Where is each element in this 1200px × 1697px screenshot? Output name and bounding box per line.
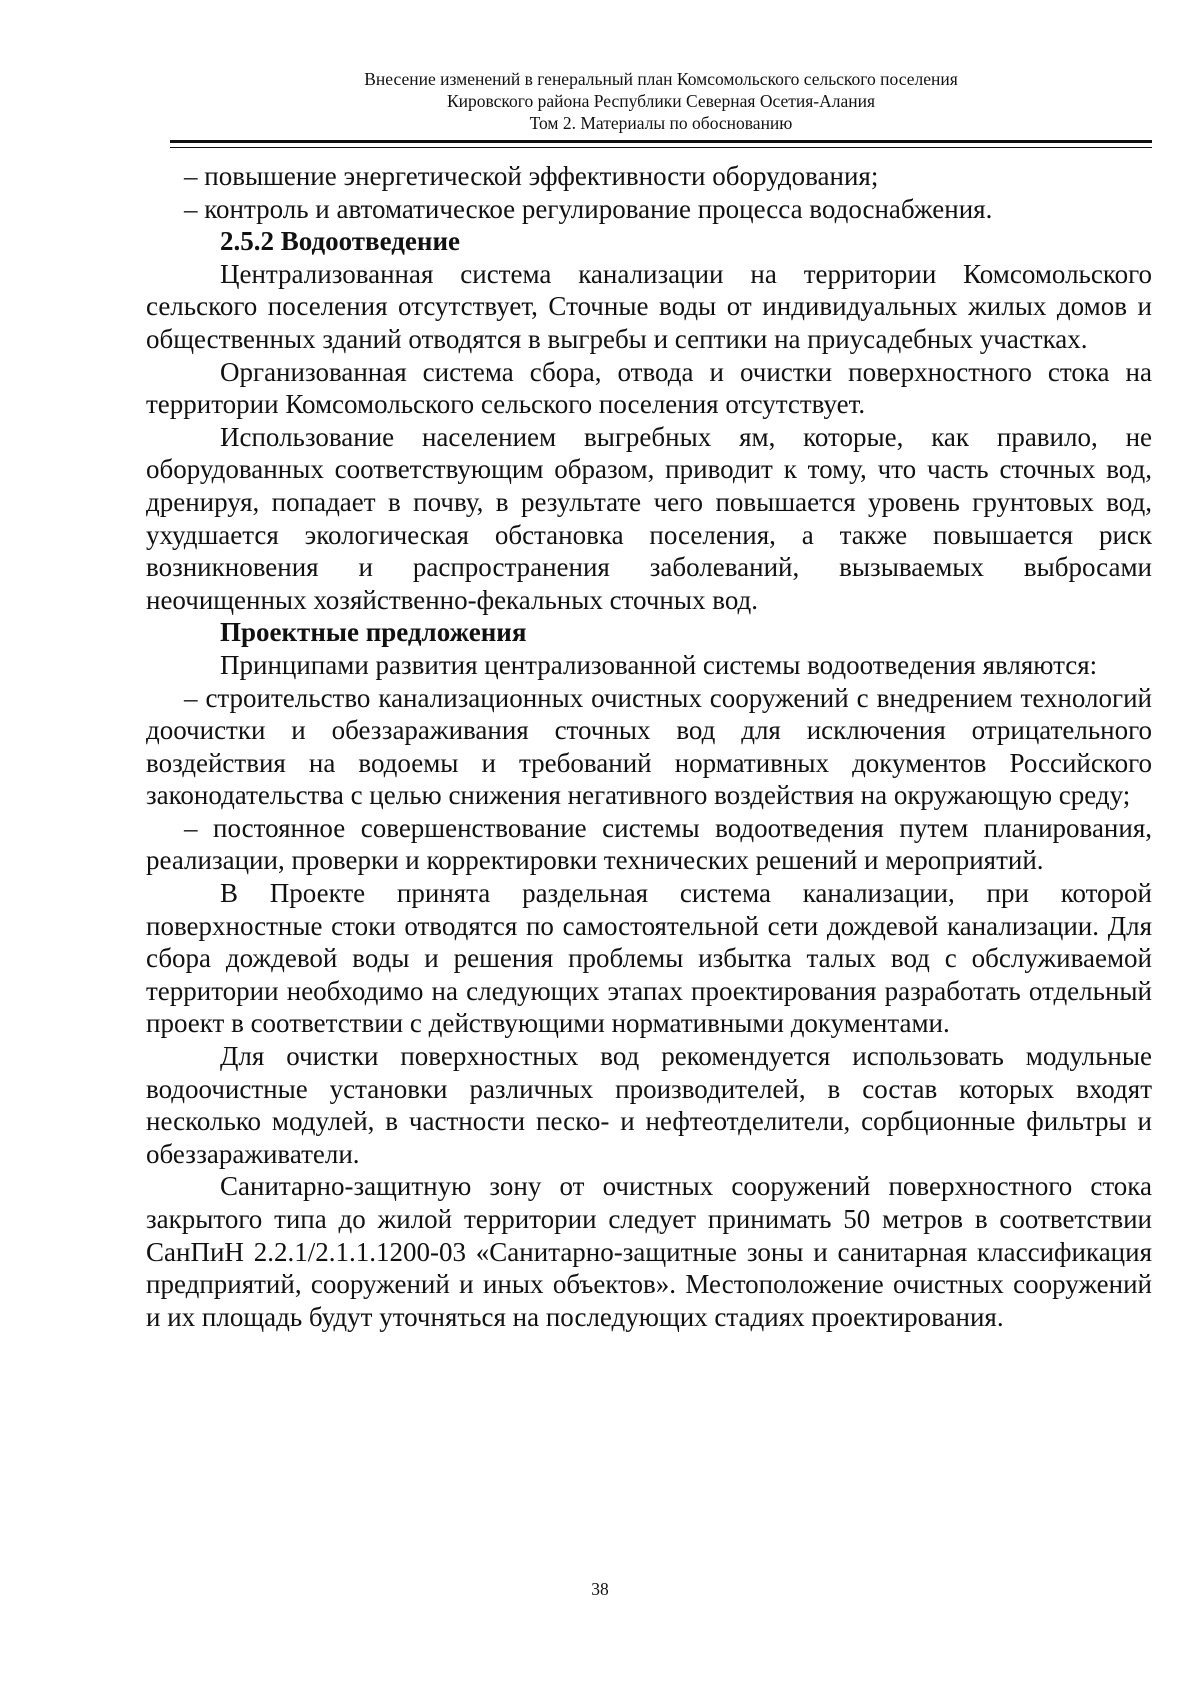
paragraph: Принципами развития централизованной системы водоотведения являются: — [220, 649, 1098, 680]
section-heading: 2.5.2 Водоотведение — [220, 226, 460, 257]
paragraph: Организованная система сбора, отвода и очистки поверхностного стока на территории Комсомольского сельского поселения отсутствует. — [146, 356, 1152, 420]
header-rule-thin — [170, 147, 1152, 148]
list-item: – контроль и автоматическое регулирование процесса водоснабжения. — [184, 193, 993, 224]
page-header — [170, 68, 1152, 134]
header-line-2: Кировского района Республики Северная Осетия-Алания — [446, 91, 876, 111]
header-line-3: Том 2. Материалы по обоснованию — [529, 113, 793, 133]
document-body — [146, 160, 1152, 1333]
header-line-1: Внесение изменений в генеральный план Комсомольского сельского поселения — [364, 69, 958, 89]
subsection-heading: Проектные предложения — [220, 617, 527, 648]
list-item: – строительство канализационных очистных сооружений с внедрением технологий доочистки и обеззараживания сточных вод для исключения отрицательного воздействия на водоемы и требований нормативных документов Российского законодательства с целью снижения негативного воздействия на окружающую среду; — [146, 682, 1152, 811]
paragraph: Санитарно-защитную зону от очистных сооружений поверхностного стока закрытого типа до жилой территории следует принимать 50 метров в соответствии СанПиН 2.2.1/2.1.1.1200-03 «Санитарно-защитные зоны и санитарная классификация предприятий, сооружений и иных объектов». Местоположение очистных сооружений и их площадь будут уточняться на последующих стадиях проектирования. — [146, 1171, 1152, 1332]
paragraph: Для очистки поверхностных вод рекомендуется использовать модульные водоочистные установки различных производителей, в состав которых входят несколько модулей, в частности песко- и нефтеотделители, сорбционные фильтры и обеззараживатели. — [146, 1041, 1152, 1169]
page-number: 38 — [591, 1579, 609, 1599]
list-item: – постоянное совершенствование системы водоотведения путем планирования, реализации, проверки и корректировки технических решений и мероприятий. — [146, 812, 1152, 876]
paragraph: В Проекте принята раздельная система канализации, при которой поверхностные стоки отводятся по самостоятельной сети дождевой канализации. Для сбора дождевой воды и решения проблемы избытка талых вод с обслуживаемой территории необходимо на следующих этапах проектирования разработать отдельный проект в соответствии с действующими нормативными документами. — [146, 878, 1152, 1039]
header-rule-thick — [170, 140, 1152, 143]
list-item: – повышение энергетической эффективности оборудования; — [184, 161, 879, 191]
paragraph: Использование населением выгребных ям, которые, как правило, не оборудованных соответствующим образом, приводит к тому, что часть сточных вод, дренируя, попадает в почву, в результате чего повышается уровень грунтовых вод, ухудшается экологическая обстановка поселения, а также повышается риск возникновения и распространения заболеваний, вызываемых выбросами неочищенных хозяйственно-фекальных сточных вод. — [146, 421, 1152, 615]
paragraph: Централизованная система канализации на территории Комсомольского сельского поселения отсутствует, Сточные воды от индивидуальных жилых домов и общественных зданий отводятся в выгребы и септики на приусадебных участках. — [146, 258, 1152, 354]
